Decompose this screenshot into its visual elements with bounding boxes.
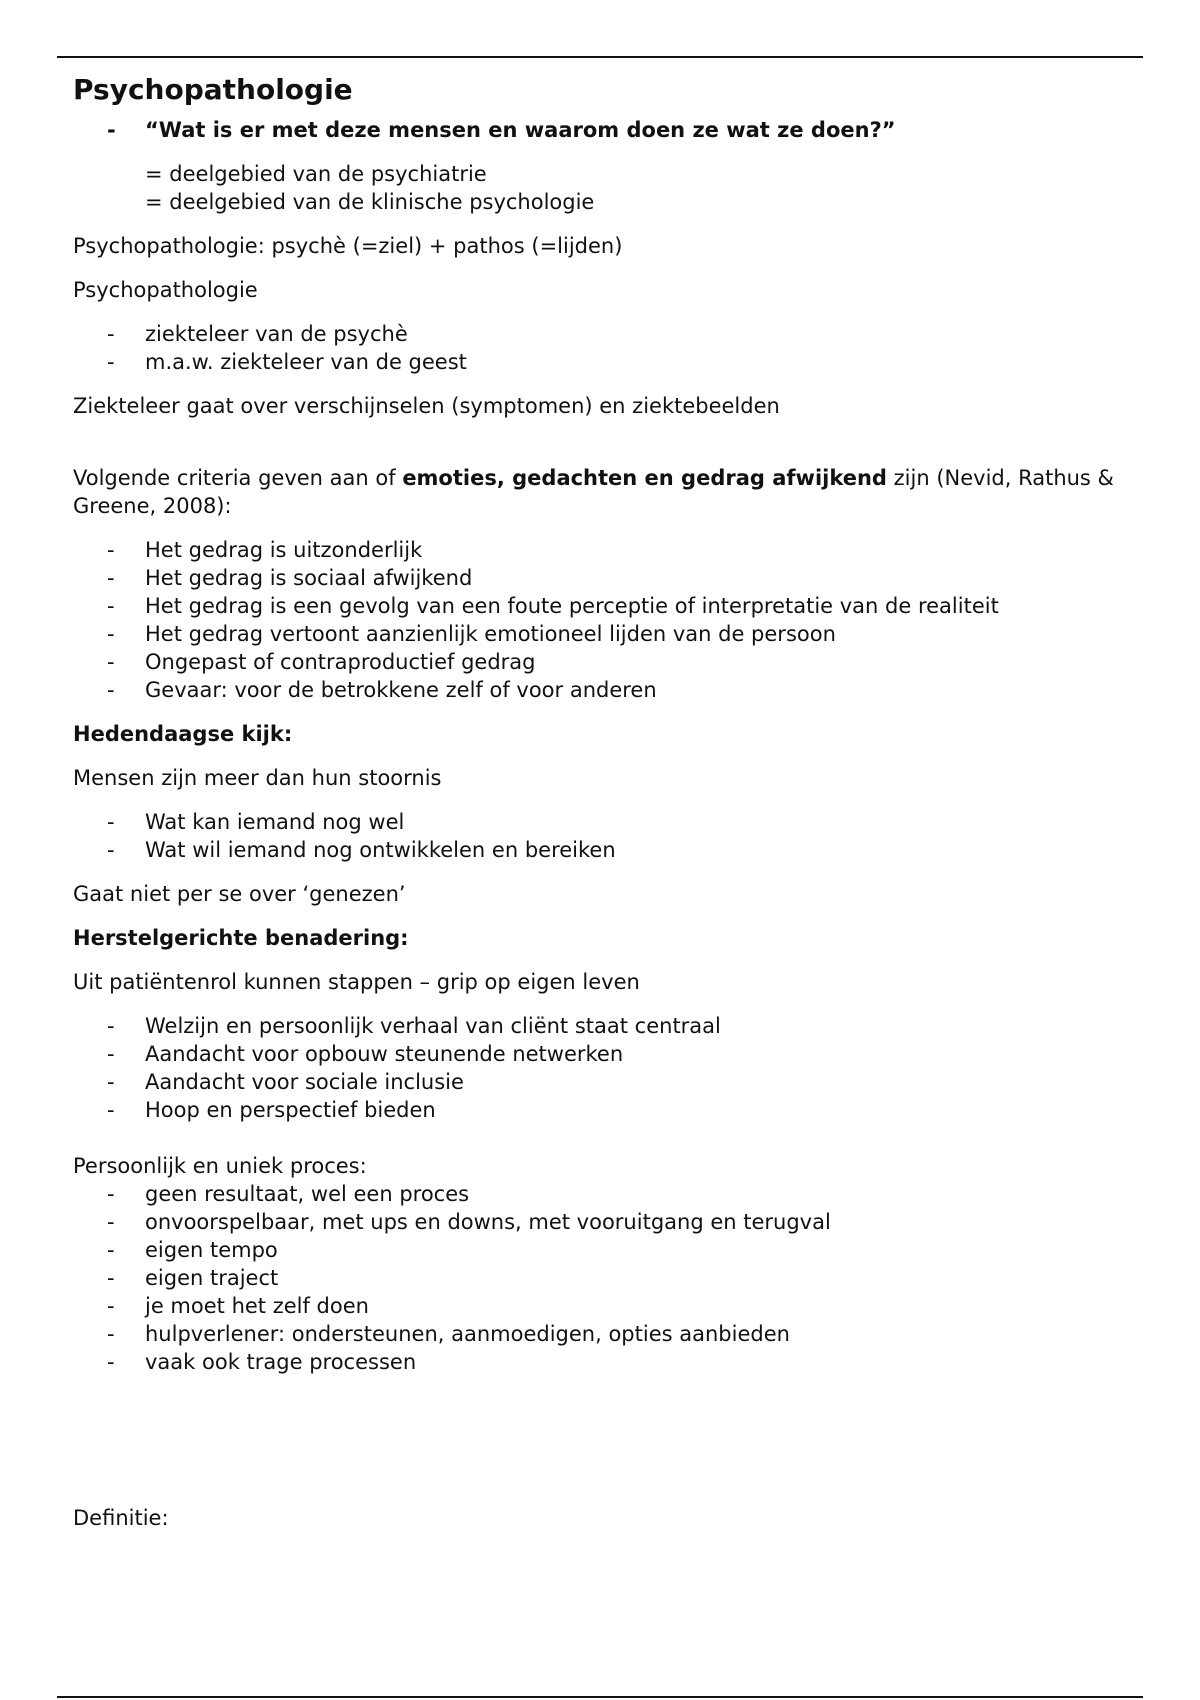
proces-list bbox=[73, 1180, 1153, 1376]
list-item bbox=[73, 808, 1153, 836]
list-bullet: - bbox=[107, 1014, 115, 1038]
intro-list bbox=[73, 116, 1153, 144]
list-item bbox=[73, 1012, 1153, 1040]
list-item-text: je moet het zelf doen bbox=[145, 1294, 369, 1318]
criteria-intro-after: zijn (Nevid, Rathus & Greene, 2008): bbox=[73, 466, 1114, 518]
list-item-text: Gevaar: voor de betrokkene zelf of voor anderen bbox=[145, 678, 657, 702]
list-item-text: eigen traject bbox=[145, 1266, 279, 1290]
proces-heading: Persoonlijk en uniek proces: bbox=[73, 1154, 367, 1178]
list-item-text: Welzijn en persoonlijk verhaal van cliënt staat centraal bbox=[145, 1014, 721, 1038]
list-item bbox=[73, 348, 1153, 376]
criteria-intro-before: Volgende criteria geven aan of bbox=[73, 466, 403, 490]
herstel-text: Uit patiëntenrol kunnen stappen – grip op eigen leven bbox=[73, 970, 640, 994]
list-bullet: - bbox=[107, 650, 115, 674]
list-item-text: Hoop en perspectief bieden bbox=[145, 1098, 436, 1122]
list-item bbox=[73, 1292, 1153, 1320]
list-item-text: Aandacht voor sociale inclusie bbox=[145, 1070, 464, 1094]
list-item-text: Wat wil iemand nog ontwikkelen en bereiken bbox=[145, 838, 616, 862]
intro-question: “Wat is er met deze mensen en waarom doen ze wat ze doen?” bbox=[145, 118, 896, 142]
header-rule bbox=[57, 56, 1143, 58]
list-item bbox=[73, 564, 1153, 592]
list-bullet: - bbox=[107, 1322, 115, 1346]
list-item-text: vaak ook trage processen bbox=[145, 1350, 417, 1374]
list-item bbox=[73, 116, 1153, 144]
page-title: Psychopathologie bbox=[73, 73, 353, 106]
list-item-text: eigen tempo bbox=[145, 1238, 278, 1262]
list-bullet: - bbox=[107, 1098, 115, 1122]
list-item bbox=[73, 648, 1153, 676]
list-bullet: - bbox=[107, 1070, 115, 1094]
list-item bbox=[73, 676, 1153, 704]
list-item-text: Het gedrag is sociaal afwijkend bbox=[145, 566, 473, 590]
list-item-text: hulpverlener: ondersteunen, aanmoedigen, opties aanbieden bbox=[145, 1322, 790, 1346]
definition-heading: Psychopathologie bbox=[73, 278, 258, 302]
herstel-list bbox=[73, 1012, 1153, 1124]
list-item-text: Wat kan iemand nog wel bbox=[145, 810, 405, 834]
list-item bbox=[73, 1264, 1153, 1292]
list-item bbox=[73, 1236, 1153, 1264]
definitie-label: Definitie: bbox=[73, 1506, 169, 1530]
list-item bbox=[73, 1320, 1153, 1348]
list-item bbox=[73, 1040, 1153, 1068]
list-item bbox=[73, 1180, 1153, 1208]
list-item-text: m.a.w. ziekteleer van de geest bbox=[145, 350, 467, 374]
list-item-text: Het gedrag vertoont aanzienlijk emotioneel lijden van de persoon bbox=[145, 622, 836, 646]
list-bullet: - bbox=[107, 678, 115, 702]
list-bullet: - bbox=[107, 1042, 115, 1066]
document-page bbox=[73, 72, 1153, 1548]
list-bullet: - bbox=[107, 322, 115, 346]
hedendaags-text: Mensen zijn meer dan hun stoornis bbox=[73, 766, 442, 790]
criteria-intro-bold: emoties, gedachten en gedrag afwijkend bbox=[402, 466, 887, 490]
list-item bbox=[73, 1068, 1153, 1096]
hedendaags-note: Gaat niet per se over ‘genezen’ bbox=[73, 882, 406, 906]
list-item bbox=[73, 1096, 1153, 1124]
list-bullet: - bbox=[107, 538, 115, 562]
list-bullet: - bbox=[107, 1266, 115, 1290]
criteria-list bbox=[73, 536, 1153, 704]
intro-line: = deelgebied van de klinische psychologie bbox=[145, 190, 595, 214]
hedendaags-list bbox=[73, 808, 1153, 864]
list-item bbox=[73, 320, 1153, 348]
intro-line: = deelgebied van de psychiatrie bbox=[145, 162, 487, 186]
list-bullet: - bbox=[107, 1182, 115, 1206]
list-item-text: Het gedrag is een gevolg van een foute perceptie of interpretatie van de realiteit bbox=[145, 594, 999, 618]
list-bullet: - bbox=[107, 1210, 115, 1234]
list-item bbox=[73, 1348, 1153, 1376]
criteria-intro bbox=[73, 464, 1153, 520]
definition-list bbox=[73, 320, 1153, 376]
list-bullet: - bbox=[107, 350, 115, 374]
ziekteleer-text: Ziekteleer gaat over verschijnselen (symptomen) en ziektebeelden bbox=[73, 394, 780, 418]
list-item bbox=[73, 836, 1153, 864]
list-bullet: - bbox=[107, 594, 115, 618]
list-item-text: Aandacht voor opbouw steunende netwerken bbox=[145, 1042, 624, 1066]
list-item bbox=[73, 536, 1153, 564]
list-item-text: onvoorspelbaar, met ups en downs, met vooruitgang en terugval bbox=[145, 1210, 831, 1234]
list-bullet: - bbox=[107, 566, 115, 590]
etymology-text: Psychopathologie: psychè (=ziel) + pathos (=lijden) bbox=[73, 234, 623, 258]
section-heading-herstel: Herstelgerichte benadering: bbox=[73, 926, 409, 950]
list-bullet: - bbox=[107, 622, 115, 646]
list-bullet: - bbox=[107, 1350, 115, 1374]
list-item-text: Ongepast of contraproductief gedrag bbox=[145, 650, 536, 674]
list-item bbox=[73, 1208, 1153, 1236]
list-bullet: - bbox=[107, 118, 116, 142]
list-item bbox=[73, 592, 1153, 620]
list-item-text: geen resultaat, wel een proces bbox=[145, 1182, 470, 1206]
list-item-text: ziekteleer van de psychè bbox=[145, 322, 408, 346]
list-bullet: - bbox=[107, 1238, 115, 1262]
list-bullet: - bbox=[107, 1294, 115, 1318]
footer-rule bbox=[57, 1696, 1143, 1698]
section-heading-hedendaags: Hedendaagse kijk: bbox=[73, 722, 293, 746]
list-item bbox=[73, 620, 1153, 648]
list-bullet: - bbox=[107, 838, 115, 862]
list-item-text: Het gedrag is uitzonderlijk bbox=[145, 538, 423, 562]
list-bullet: - bbox=[107, 810, 115, 834]
